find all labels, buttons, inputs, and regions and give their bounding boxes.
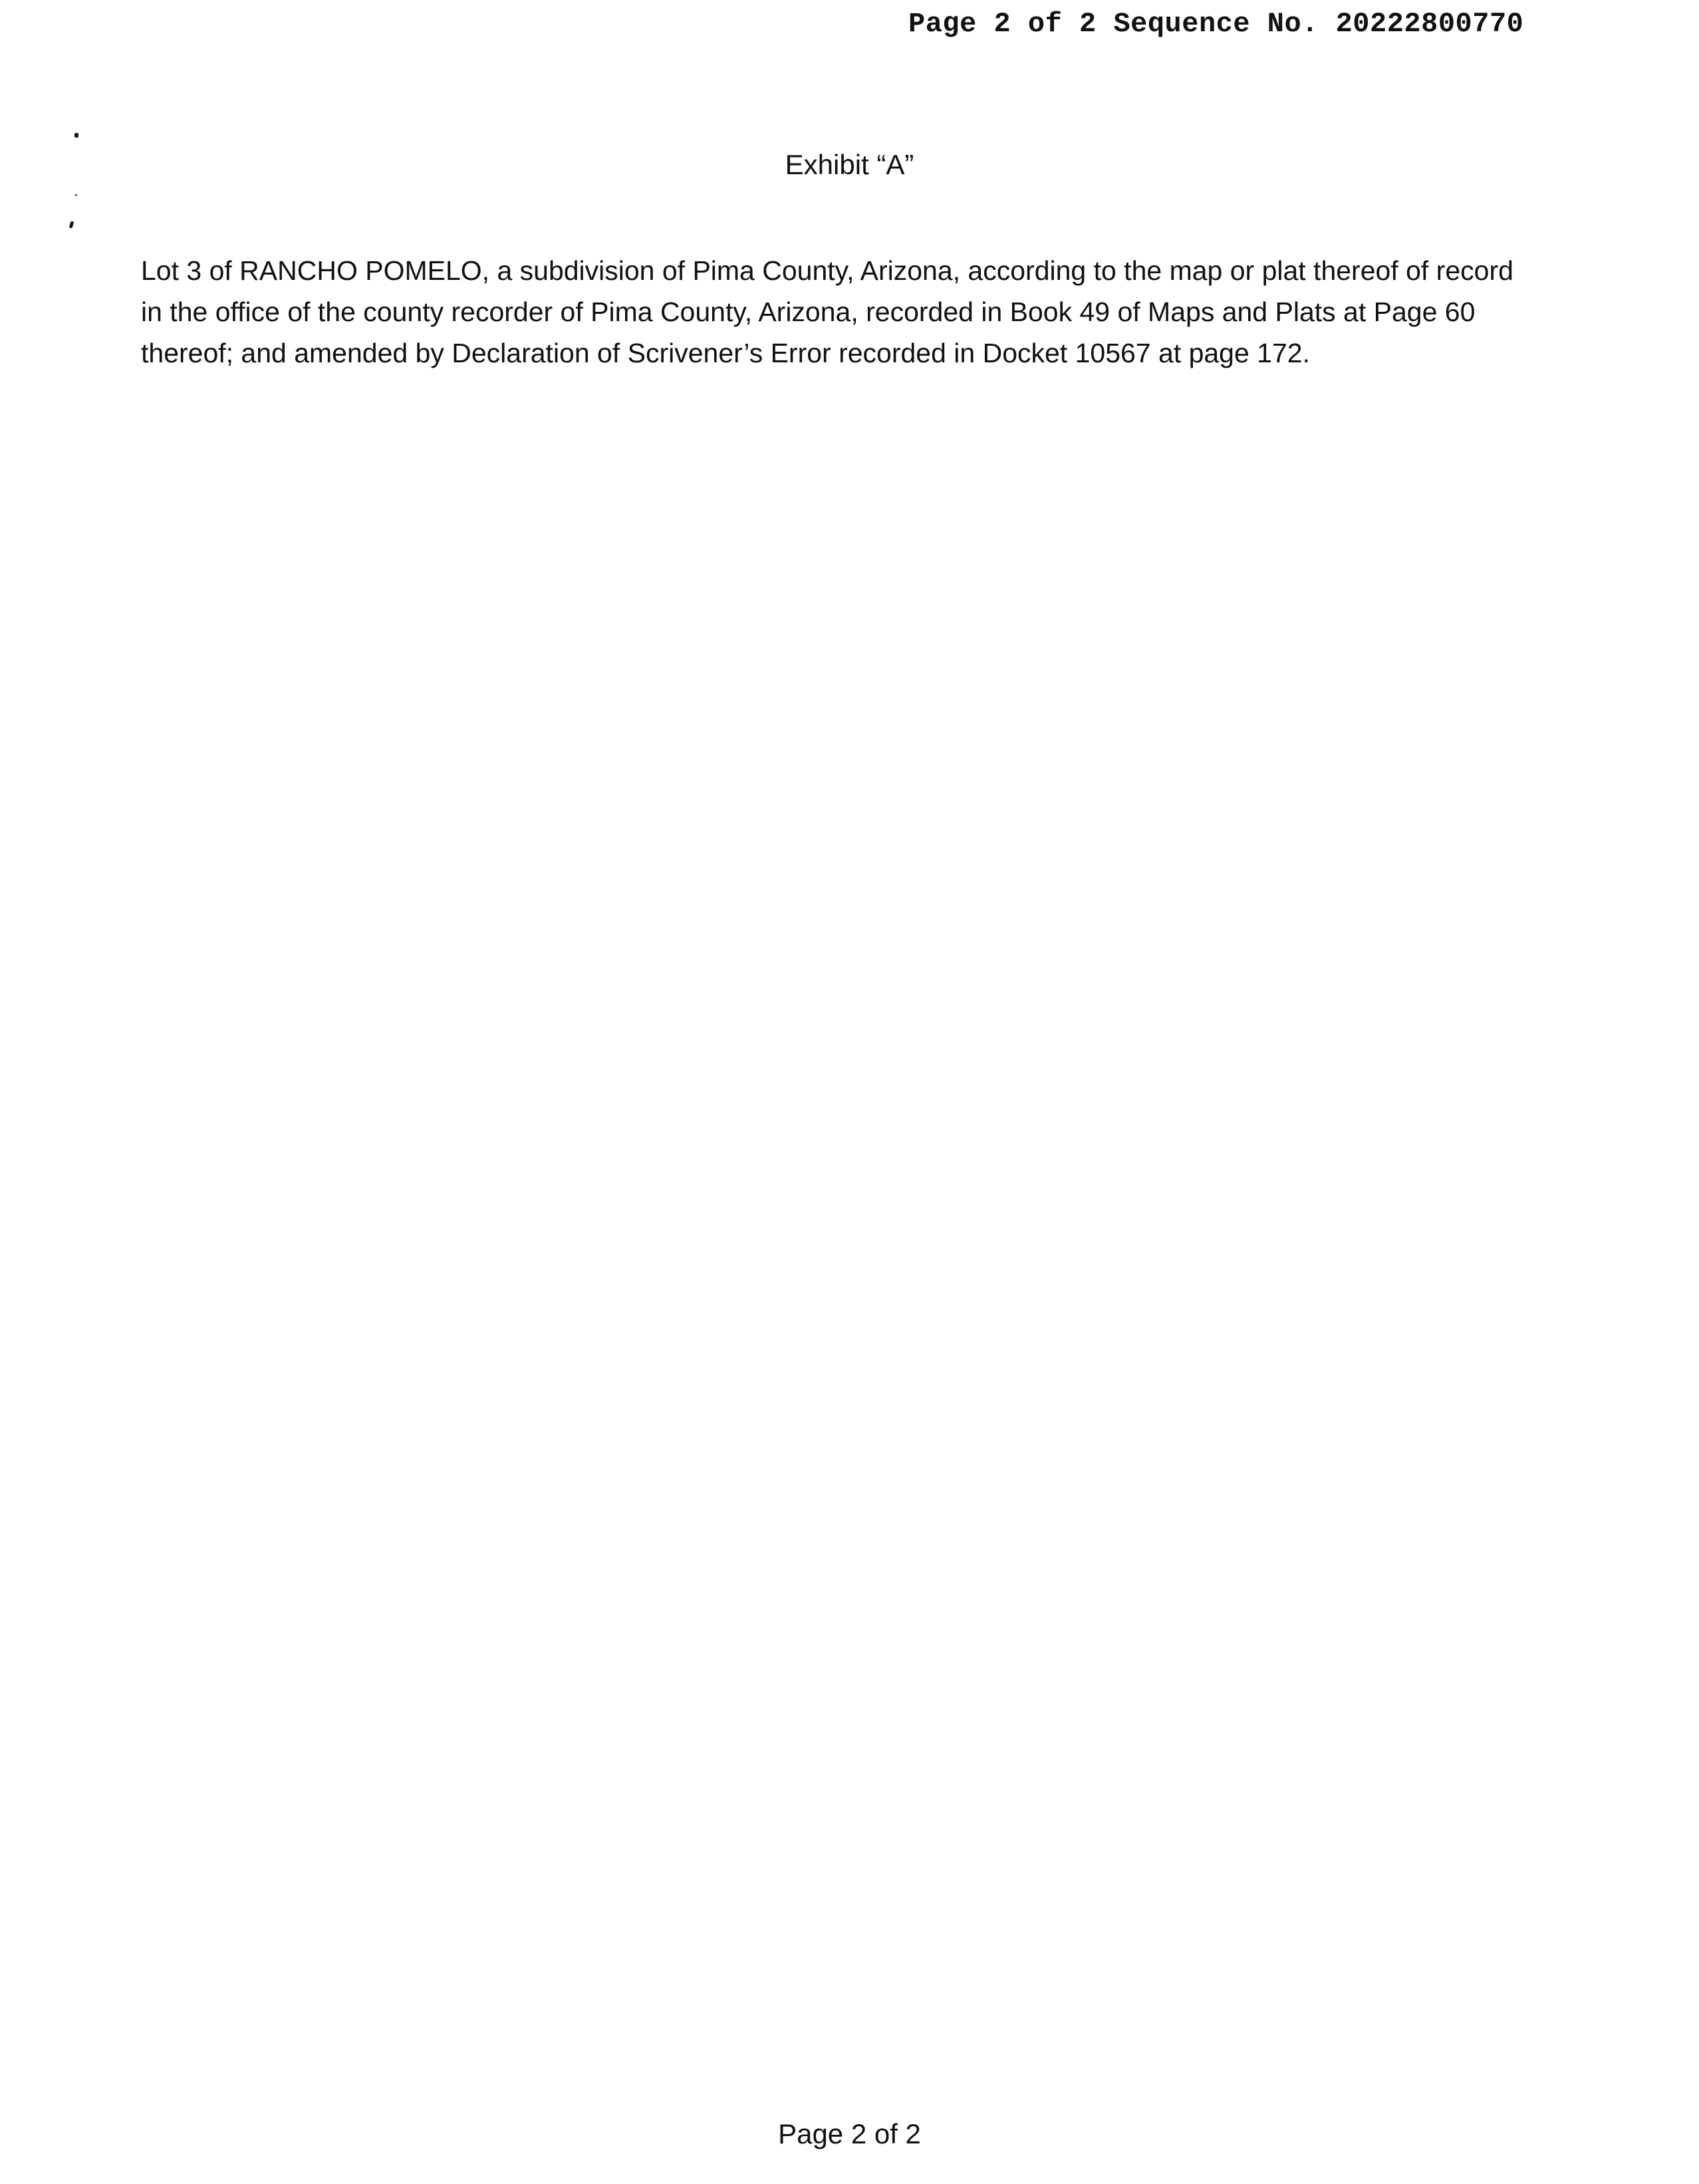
legal-description-paragraph xyxy=(141,250,1564,374)
legal-description-line: in the office of the county recorder of Pima County, Arizona, recorded in Book 49 of Maps and Plats at Page 60 xyxy=(141,297,1476,327)
recording-sequence-stamp: Page 2 of 2 Sequence No. 20222800770 xyxy=(908,8,1524,40)
exhibit-title: Exhibit “A” xyxy=(785,149,914,180)
scan-speck xyxy=(69,221,74,228)
page-number-footer: Page 2 of 2 xyxy=(778,2118,921,2149)
legal-description-line: Lot 3 of RANCHO POMELO, a subdivision of Pima County, Arizona, according to the map or plat thereof of record xyxy=(141,255,1513,286)
scan-speck xyxy=(75,194,77,196)
legal-description-line: thereof; and amended by Declaration of Scrivener’s Error recorded in Docket 10567 at page 172. xyxy=(141,338,1310,368)
scan-speck xyxy=(74,133,78,138)
